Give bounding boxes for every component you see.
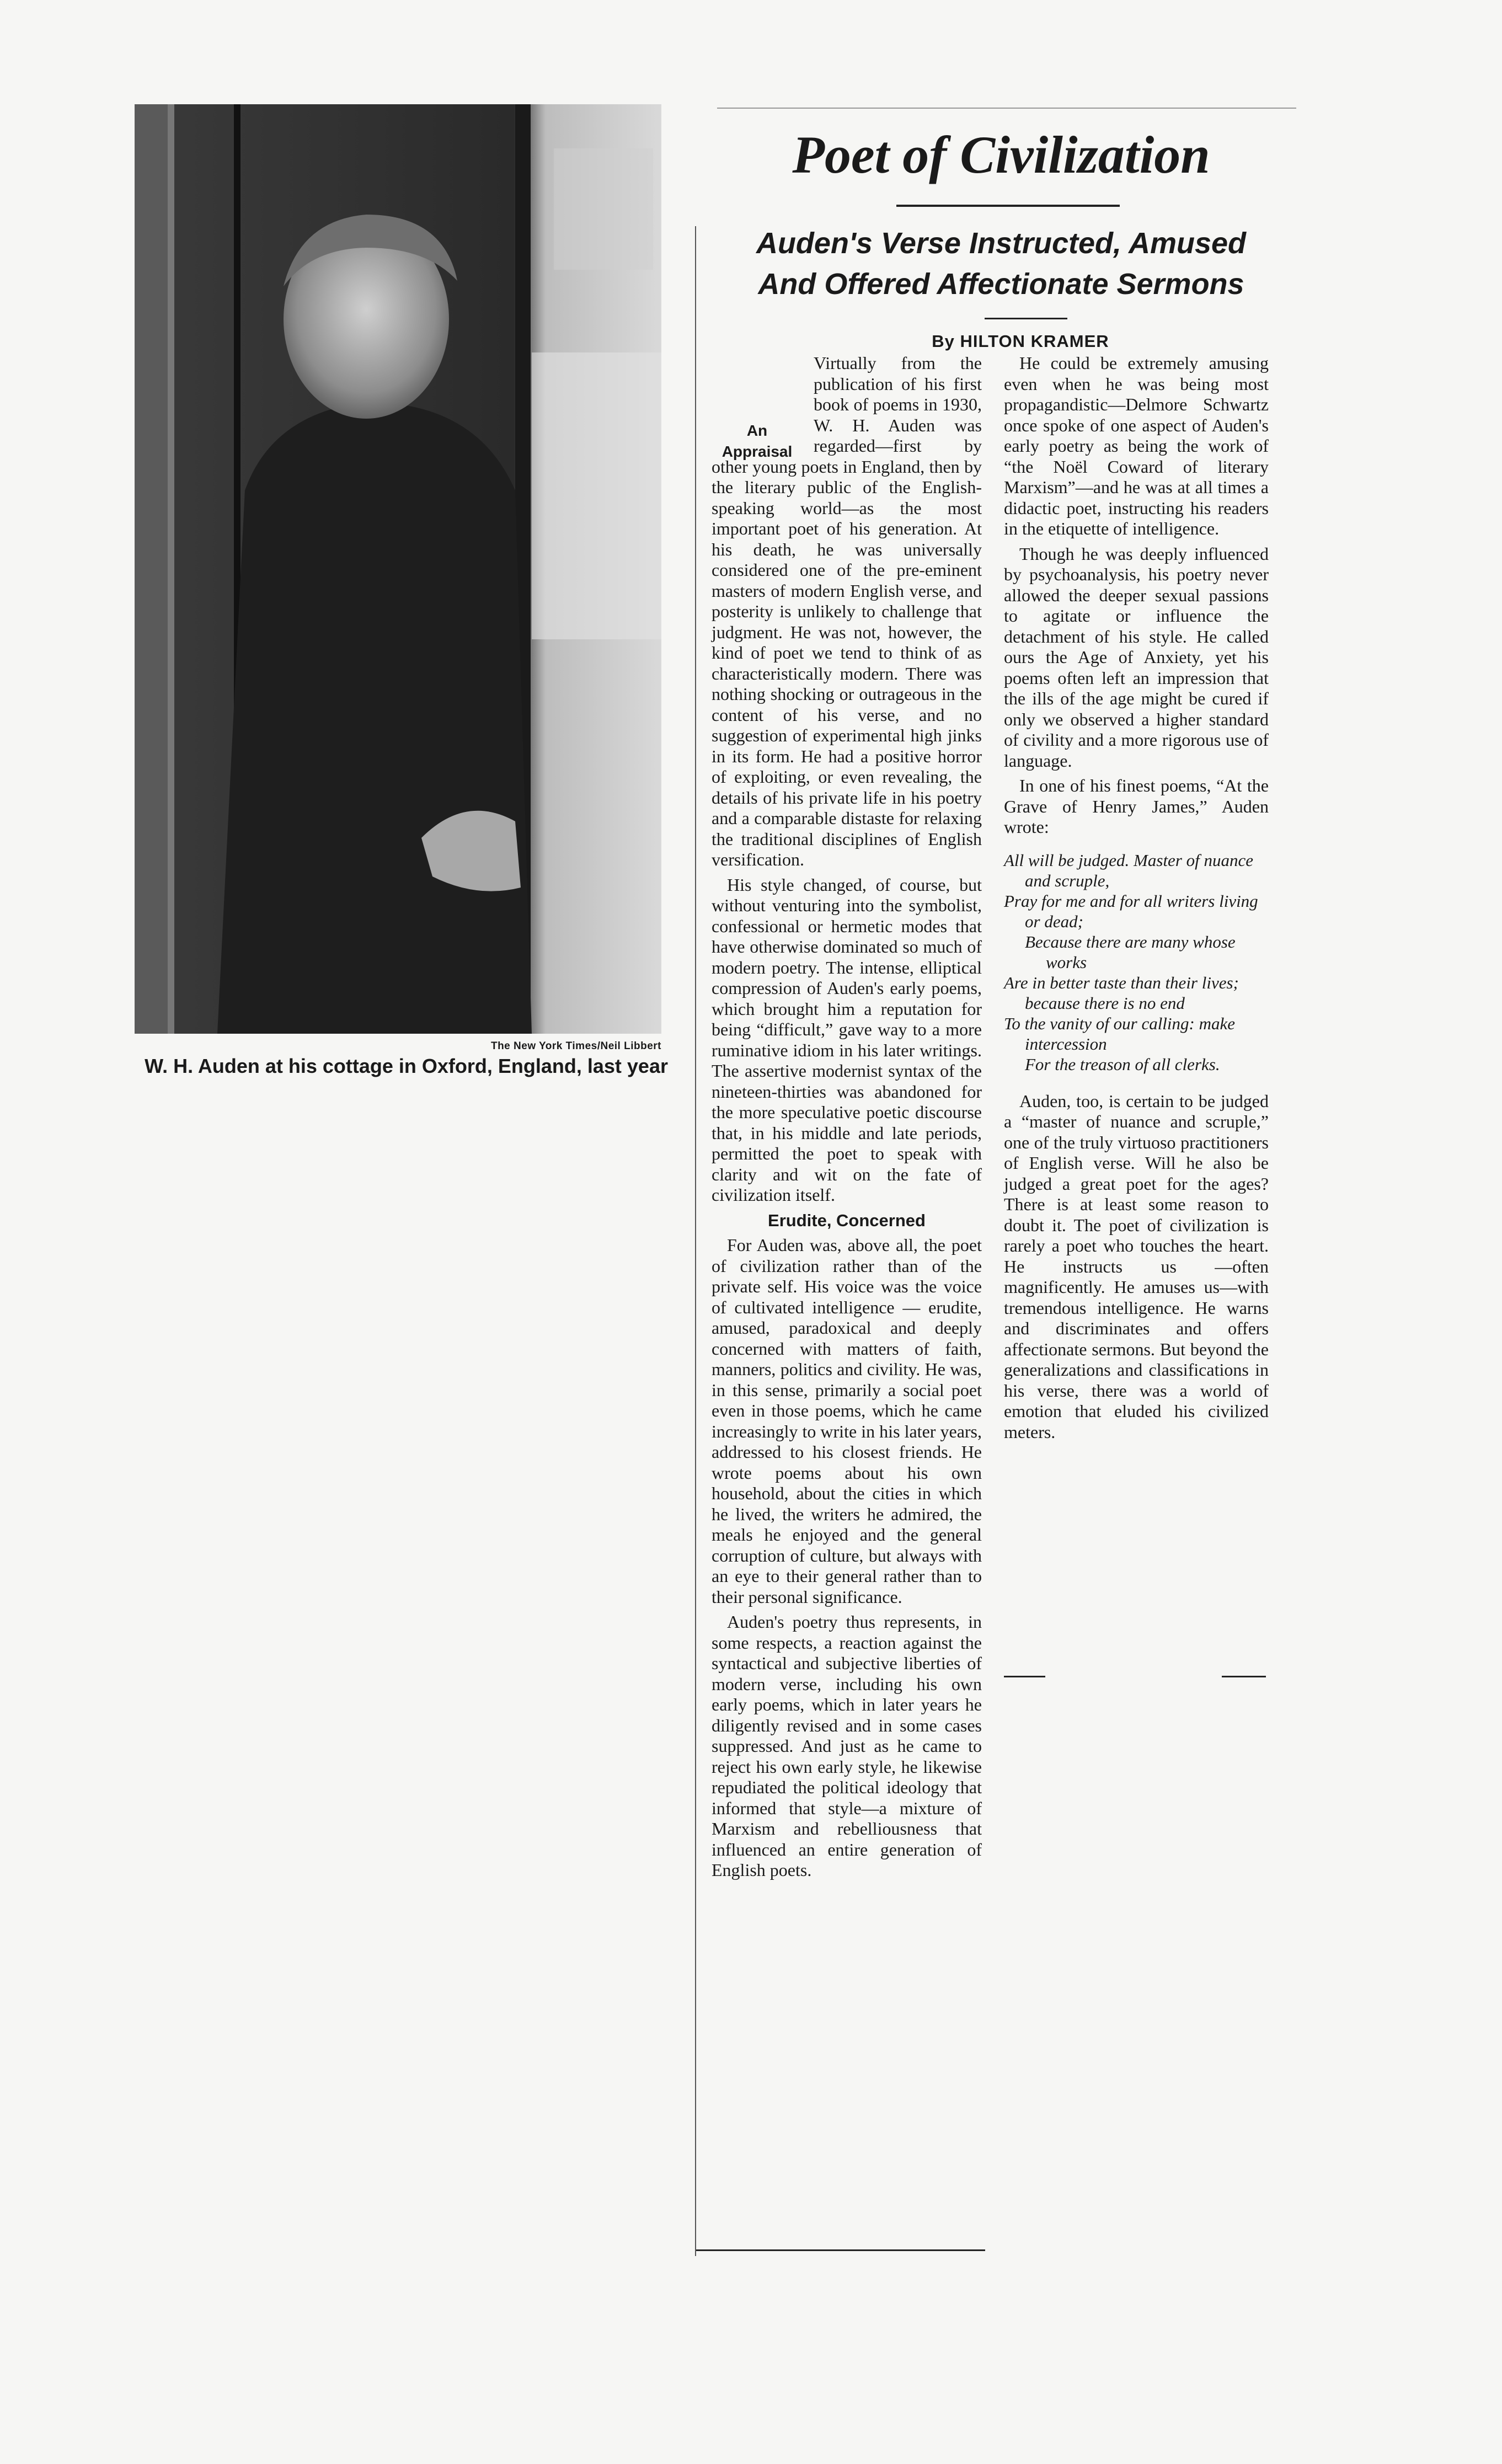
subheading: Erudite, Concerned [768,1210,926,1230]
poem-quote [1004,850,1269,1075]
article-column-1 [712,353,982,1885]
end-rule-right [1222,1676,1266,1677]
headline: Poet of Civilization [792,125,1210,184]
paragraph: An Appraisal Virtually from the publication of his first book of poems in 1930, W. H. Auden was regarded—first by other young poets in England, then by the literary public of the English-speaking world—as the most important poet of his generation. At his death, he was universally considered one of the pre-eminent masters of modern English verse, and posterity is unlikely to challenge that judgment. He was not, however, the kind of poet we tend to think of as characteristically modern. There was nothing shocking or outrageous in the content of his verse, and no suggestion of experimental high jinks in its form. He had a positive horror of exploiting, or even revealing, the details of his private life in his poetry and a comparable distaste for relaxing the traditional disciplines of English versification. [712,353,982,869]
portrait-image [135,104,661,1034]
column-rule-left [695,226,696,2256]
paragraph: Auden, too, is certain to be judged a “master of nuance and scruple,” one of the truly virtuoso practitioners of English verse. Will he also be judged a great poet for the ages? There is at least some reason to doubt it. The poet of civilization is rarely a poet who touches the heart. He instructs us —often magnificently. He amuses us—with tremendous intelligence. He warns and discriminates and offers affectionate sermons. But beyond the generalizations and classifications in his verse, there was a world of emotion that eluded his civilized meters. [1004,1091,1269,1442]
paragraph: Though he was deeply influenced by psychoanalysis, his poetry never allowed the deeper sexual passions to agitate or influence the detachment of his style. He called ours the Age of Anxiety, yet his poems often left an impression that the ills of the age might be cured if only we observed a higher standard of civility and a more rigorous use of language. [1004,543,1269,771]
appraisal-label: An Appraisal [721,422,793,460]
byline: By HILTON KRAMER [932,332,1109,351]
poem-line: For the treason of all clerks. [1025,1054,1220,1074]
poem-line: Pray for me and for all writers living or dead; [1004,891,1258,931]
paragraph: He could be extremely amusing even when he was being most propagandistic—Delmore Schwartz once spoke of one aspect of Auden's early poetry as being the work of “the Noël Coward of literary Marxism”—and he was at all times a didactic poet, instructing his readers in the etiquette of intelligence. [1004,353,1269,538]
poem-line: Because there are many whose works [1025,932,1236,972]
paragraph: His style changed, of course, but without venturing into the symbolist, confessional or hermetic modes that have otherwise dominated so much of modern poetry. The intense, elliptical compression of Auden's early poems, which brought him a reputation for being “difficult,” gave way to a more ruminative idiom in his later writings. The assertive modernist syntax of the nineteen-thirties was abandoned for the more speculative poetic discourse that, in his middle and late periods, permitted the poet to speak with clarity and wit on the fate of civilization itself. [712,874,982,1205]
photo-credit: The New York Times/Neil Libbert [490,1040,661,1052]
paragraph: Auden's poetry thus represents, in some respects, a reaction against the syntactical and subjective liberties of modern verse, including his own early poems, which in later years he diligently revised and in some cases suppressed. And just as he came to reject his own early style, he likewise repudiated the political ideology that informed that style—a mixture of Marxism and rebelliousness that influenced an entire generation of English poets. [712,1612,982,1880]
deck-line-2: And Offered Affectionate Sermons [758,268,1244,301]
headline-rule [896,205,1120,207]
poem-line: Are in better taste than their lives; because there is no end [1004,972,1239,1013]
top-rule [717,108,1296,109]
poem-line: To the vanity of our calling: make intercession [1004,1013,1236,1054]
deck-line-1: Auden's Verse Instructed, Amused [756,227,1247,260]
paragraph: For Auden was, above all, the poet of civilization rather than of the private self. His voice was the voice of cultivated intelligence — erudite, amused, paradoxical and deeply concerned with matters of faith, manners, politics and civility. He was, in this sense, primarily a social poet even in those poems, which he came increasingly to write in his later years, addressed to his closest friends. He wrote poems about his own household, about the cities in which he lived, the writers he admired, the meals he enjoyed and the general corruption of culture, but always with an eye to their general rather than to their personal significance. [712,1235,982,1607]
article-column-2 [1004,353,1269,1447]
paragraph: In one of his finest poems, “At the Grave of Henry James,” Auden wrote: [1004,776,1269,837]
deck-rule [985,318,1067,319]
column-end-rule [696,2249,985,2251]
end-rule-left [1004,1676,1045,1677]
poem-line: All will be judged. Master of nuance and scruple, [1004,850,1254,890]
photo-caption: W. H. Auden at his cottage in Oxford, England, last year [145,1055,668,1077]
auden-photo [135,104,661,1034]
deck [717,223,1285,304]
